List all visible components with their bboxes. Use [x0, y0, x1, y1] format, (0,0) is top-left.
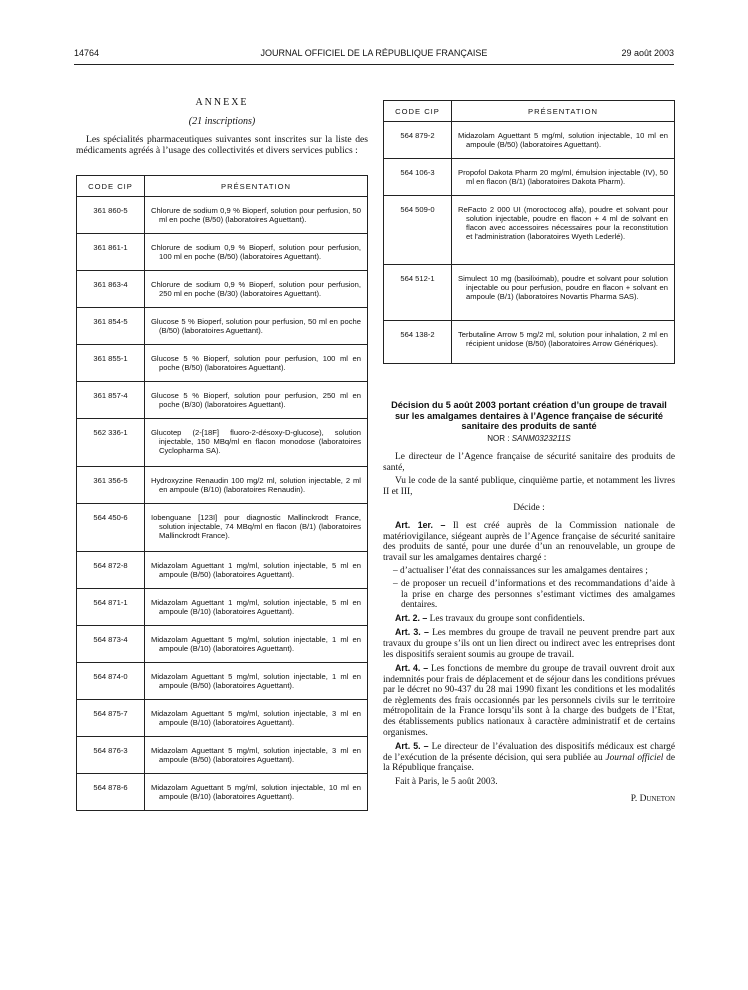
place-date: Fait à Paris, le 5 août 2003.	[395, 777, 498, 788]
article-1-item: – d’actualiser l’état des connaissances sur les amalgames dentaires ;	[393, 566, 648, 577]
presentation-text: Midazolam Aguettant 5 mg/ml, solution injectable, 3 ml en ampoule (B/50) (laboratoires Aguettant).	[151, 746, 361, 764]
article-text: Les travaux du groupe sont confidentiels.	[429, 613, 585, 624]
presentation-cell	[452, 265, 675, 321]
column-header-presentation: PRÉSENTATION	[452, 101, 675, 122]
annexe-title: ANNEXE	[195, 97, 249, 108]
presentation-cell	[145, 626, 368, 663]
table-row	[77, 197, 368, 234]
cip-code: 564 874-0	[77, 663, 145, 700]
presentation-cell	[145, 271, 368, 308]
column-header-code: CODE CIP	[77, 176, 145, 197]
table-row	[77, 626, 368, 663]
article-text: Il est créé auprès de la Commission nationale de matériovigilance, siégeant auprès de l’Agence française de sécurité sanitaire des produits de santé, pour une durée d’un an renouvelable, un groupe de travail sur les amalgames dentaires chargé :	[383, 520, 675, 563]
presentation-cell	[145, 737, 368, 774]
page-number: 14764	[74, 48, 100, 58]
issue-date: 29 août 2003	[621, 48, 674, 58]
presentation-text: Chlorure de sodium 0,9 % Bioperf, solution pour perfusion, 250 ml en poche (B/30) (laboratoires Aguettant).	[151, 280, 361, 298]
annexe-subtitle: (21 inscriptions)	[188, 116, 256, 127]
presentation-text: Hydroxyzine Renaudin 100 mg/2 ml, solution injectable, 2 ml en ampoule (B/10) (laboratoires Renaudin).	[151, 476, 361, 494]
presentation-cell	[452, 122, 675, 159]
presentation-cell	[145, 700, 368, 737]
presentation-text: Glucose 5 % Bioperf, solution pour perfusion, 100 ml en poche (B/50) (laboratoires Aguettant).	[151, 354, 361, 372]
presentation-cell	[145, 382, 368, 419]
cip-code: 361 863-4	[77, 271, 145, 308]
signature: P. Duneton	[630, 793, 675, 804]
cip-code: 564 871-1	[77, 589, 145, 626]
article-4	[383, 663, 675, 738]
journal-title: JOURNAL OFFICIEL DE LA RÉPUBLIQUE FRANÇAISE	[260, 48, 488, 58]
article-label: Art. 3. –	[395, 627, 429, 638]
cip-code: 361 854-5	[77, 308, 145, 345]
presentation-text: Midazolam Aguettant 5 mg/ml, solution injectable, 10 ml en ampoule (B/10) (laboratoires Aguettant).	[151, 783, 361, 801]
presentation-cell	[145, 345, 368, 382]
article-label: Art. 2. –	[395, 612, 428, 623]
table-row	[77, 552, 368, 589]
presentation-text: Simulect 10 mg (basiliximab), poudre et solvant pour solution injectable ou pour perfusion, poudre en flacon + solvant en ampoule (B/1) (laboratoires Novartis Pharma SAS).	[458, 274, 668, 301]
table-row	[77, 467, 368, 504]
table-row	[384, 321, 675, 364]
left-medication-table	[76, 175, 368, 811]
presentation-cell	[145, 234, 368, 271]
presentation-text: Midazolam Aguettant 5 mg/ml, solution injectable, 1 ml en ampoule (B/50) (laboratoires Aguettant).	[151, 672, 361, 690]
table-row	[77, 700, 368, 737]
article-1-item: – de proposer un recueil d’informations et des recommandations d’aide à la prise en charge des personnes s’estimant victimes des amalgames dentaires.	[393, 578, 675, 611]
cip-code: 562 336-1	[77, 419, 145, 467]
cip-code: 564 878-6	[77, 774, 145, 811]
cip-code: 361 356-5	[77, 467, 145, 504]
cip-code: 564 450-6	[77, 504, 145, 552]
nor-label: NOR :	[487, 434, 510, 443]
article-2	[383, 613, 675, 625]
cip-code: 564 876-3	[77, 737, 145, 774]
article-text: de la République française.	[383, 752, 676, 774]
header-rule	[74, 64, 674, 65]
presentation-cell	[145, 419, 368, 467]
article-label: Art. 5. –	[395, 741, 429, 752]
article-5	[383, 741, 675, 774]
presentation-cell	[145, 504, 368, 552]
annexe-intro: Les spécialités pharmaceutiques suivantes sont inscrites sur la liste des médicaments agréés à l’usage des collectivités et divers services publics :	[76, 134, 368, 156]
presentation-cell	[145, 552, 368, 589]
cip-code: 361 860-5	[77, 197, 145, 234]
decision-title: Décision du 5 août 2003 portant création d’un groupe de travail sur les amalgames dentaires à l’Agence française de sécurité sanitaire des produits de santé	[391, 400, 667, 431]
cip-code: 564 873-4	[77, 626, 145, 663]
cip-code: 564 879-2	[384, 122, 452, 159]
article-1	[383, 520, 675, 563]
table-row	[384, 159, 675, 196]
presentation-cell	[452, 159, 675, 196]
presentation-cell	[145, 308, 368, 345]
presentation-text: Glucose 5 % Bioperf, solution pour perfusion, 250 ml en poche (B/30) (laboratoires Aguettant).	[151, 391, 361, 409]
table-row	[77, 663, 368, 700]
presentation-text: Glucotep (2-[18F] fluoro-2-désoxy-D-glucose), solution injectable, 150 MBq/ml en flacon monodose (laboratoires Cyclopharma SA).	[151, 428, 361, 455]
presentation-text: Terbutaline Arrow 5 mg/2 ml, solution pour inhalation, 2 ml en récipient unidose (B/50) (laboratoires Arrow Génériques).	[458, 330, 668, 348]
presentation-cell	[452, 321, 675, 364]
table-row	[77, 382, 368, 419]
cip-code: 361 861-1	[77, 234, 145, 271]
table-row	[77, 271, 368, 308]
presentation-text: Midazolam Aguettant 5 mg/ml, solution injectable, 1 ml en ampoule (B/10) (laboratoires Aguettant).	[151, 635, 361, 653]
presentation-text: Chlorure de sodium 0,9 % Bioperf, solution pour perfusion, 100 ml en poche (B/50) (laboratoires Aguettant).	[151, 243, 361, 261]
presentation-cell	[145, 663, 368, 700]
decide-heading: Décide :	[513, 503, 545, 514]
nor-reference	[383, 434, 675, 443]
table-row	[77, 774, 368, 811]
cip-code: 361 857-4	[77, 382, 145, 419]
presentation-text: Midazolam Aguettant 5 mg/ml, solution injectable, 10 ml en ampoule (B/50) (laboratoires Aguettant).	[458, 131, 668, 149]
presentation-cell	[145, 774, 368, 811]
presentation-text: Propofol Dakota Pharm 20 mg/ml, émulsion injectable (IV), 50 ml en flacon (B/1) (laboratoires Dakota Pharm).	[458, 168, 668, 186]
presentation-text: Midazolam Aguettant 1 mg/ml, solution injectable, 5 ml en ampoule (B/50) (laboratoires Aguettant).	[151, 561, 361, 579]
table-row	[77, 345, 368, 382]
table-row	[77, 504, 368, 552]
article-label: Art. 1er. –	[395, 519, 446, 530]
right-medication-table	[383, 100, 675, 364]
table-row	[77, 589, 368, 626]
article-label: Art. 4. –	[395, 663, 429, 674]
article-3	[383, 627, 675, 660]
column-header-code: CODE CIP	[384, 101, 452, 122]
table-row	[77, 737, 368, 774]
presentation-cell	[145, 197, 368, 234]
journal-name: Journal officiel	[605, 752, 664, 763]
cip-code: 564 872-8	[77, 552, 145, 589]
presentation-text: Midazolam Aguettant 5 mg/ml, solution injectable, 3 ml en ampoule (B/10) (laboratoires Aguettant).	[151, 709, 361, 727]
column-header-presentation: PRÉSENTATION	[145, 176, 368, 197]
article-text: Les membres du groupe de travail ne peuvent prendre part aux travaux du groupe s’ils ont un lien direct ou indirect avec les entreprises dont les dispositifs seraient soumis au groupe de travail.	[383, 628, 675, 660]
presentation-cell	[452, 196, 675, 265]
cip-code: 564 509-0	[384, 196, 452, 265]
article-text: Les fonctions de membre du groupe de travail ouvrent droit aux indemnités pour frais de déplacement et de séjour dans les conditions prévues par le décret no 90-437 du 28 mai 1990 fixant les conditions et les modalités de règlements des frais occasionnés par les personnels civils sur le territoire métropolitain de la France lorsqu’ils sont à la charge des budgets de l’Etat, des établissements publics nationaux à caractère administratif et de certains organismes.	[383, 664, 675, 738]
presentation-cell	[145, 589, 368, 626]
presentation-text: Glucose 5 % Bioperf, solution pour perfusion, 50 ml en poche (B/50) (laboratoires Aguettant).	[151, 317, 361, 335]
decision-body	[383, 452, 675, 807]
table-row	[384, 265, 675, 321]
table-row	[384, 122, 675, 159]
nor-value: SANM0323211S	[511, 434, 571, 443]
cip-code: 564 106-3	[384, 159, 452, 196]
cip-code: 564 138-2	[384, 321, 452, 364]
cip-code: 564 512-1	[384, 265, 452, 321]
presentation-text: Iobenguane [123I] pour diagnostic Mallinckrodt France, solution injectable, 74 MBq/ml en flacon (B/1) (laboratoires Mallinckrodt France).	[151, 513, 361, 540]
page-header	[74, 48, 674, 62]
presentation-text: Midazolam Aguettant 1 mg/ml, solution injectable, 5 ml en ampoule (B/10) (laboratoires Aguettant).	[151, 598, 361, 616]
table-row	[77, 308, 368, 345]
table-row	[384, 196, 675, 265]
presentation-cell	[145, 467, 368, 504]
presentation-text: ReFacto 2 000 UI (moroctocog alfa), poudre et solvant pour solution injectable, poudre en flacon + 4 ml de solvant en flacon avec accessoires nécessaires pour la reconstitution et l’administration (laboratoires Wyeth Lederlé).	[458, 205, 668, 241]
preamble-paragraph: Le directeur de l’Agence française de sécurité sanitaire des produits de santé,	[383, 452, 675, 473]
cip-code: 361 855-1	[77, 345, 145, 382]
visa-paragraph: Vu le code de la santé publique, cinquième partie, et notamment les livres II et III,	[383, 476, 675, 497]
presentation-text: Chlorure de sodium 0,9 % Bioperf, solution pour perfusion, 50 ml en poche (B/50) (laboratoires Aguettant).	[151, 206, 361, 224]
table-row	[77, 419, 368, 467]
article-text: Le directeur de l’évaluation des dispositifs médicaux est chargé de l’exécution de la présente décision, qui sera publiée au	[383, 742, 675, 763]
table-row	[77, 234, 368, 271]
cip-code: 564 875-7	[77, 700, 145, 737]
